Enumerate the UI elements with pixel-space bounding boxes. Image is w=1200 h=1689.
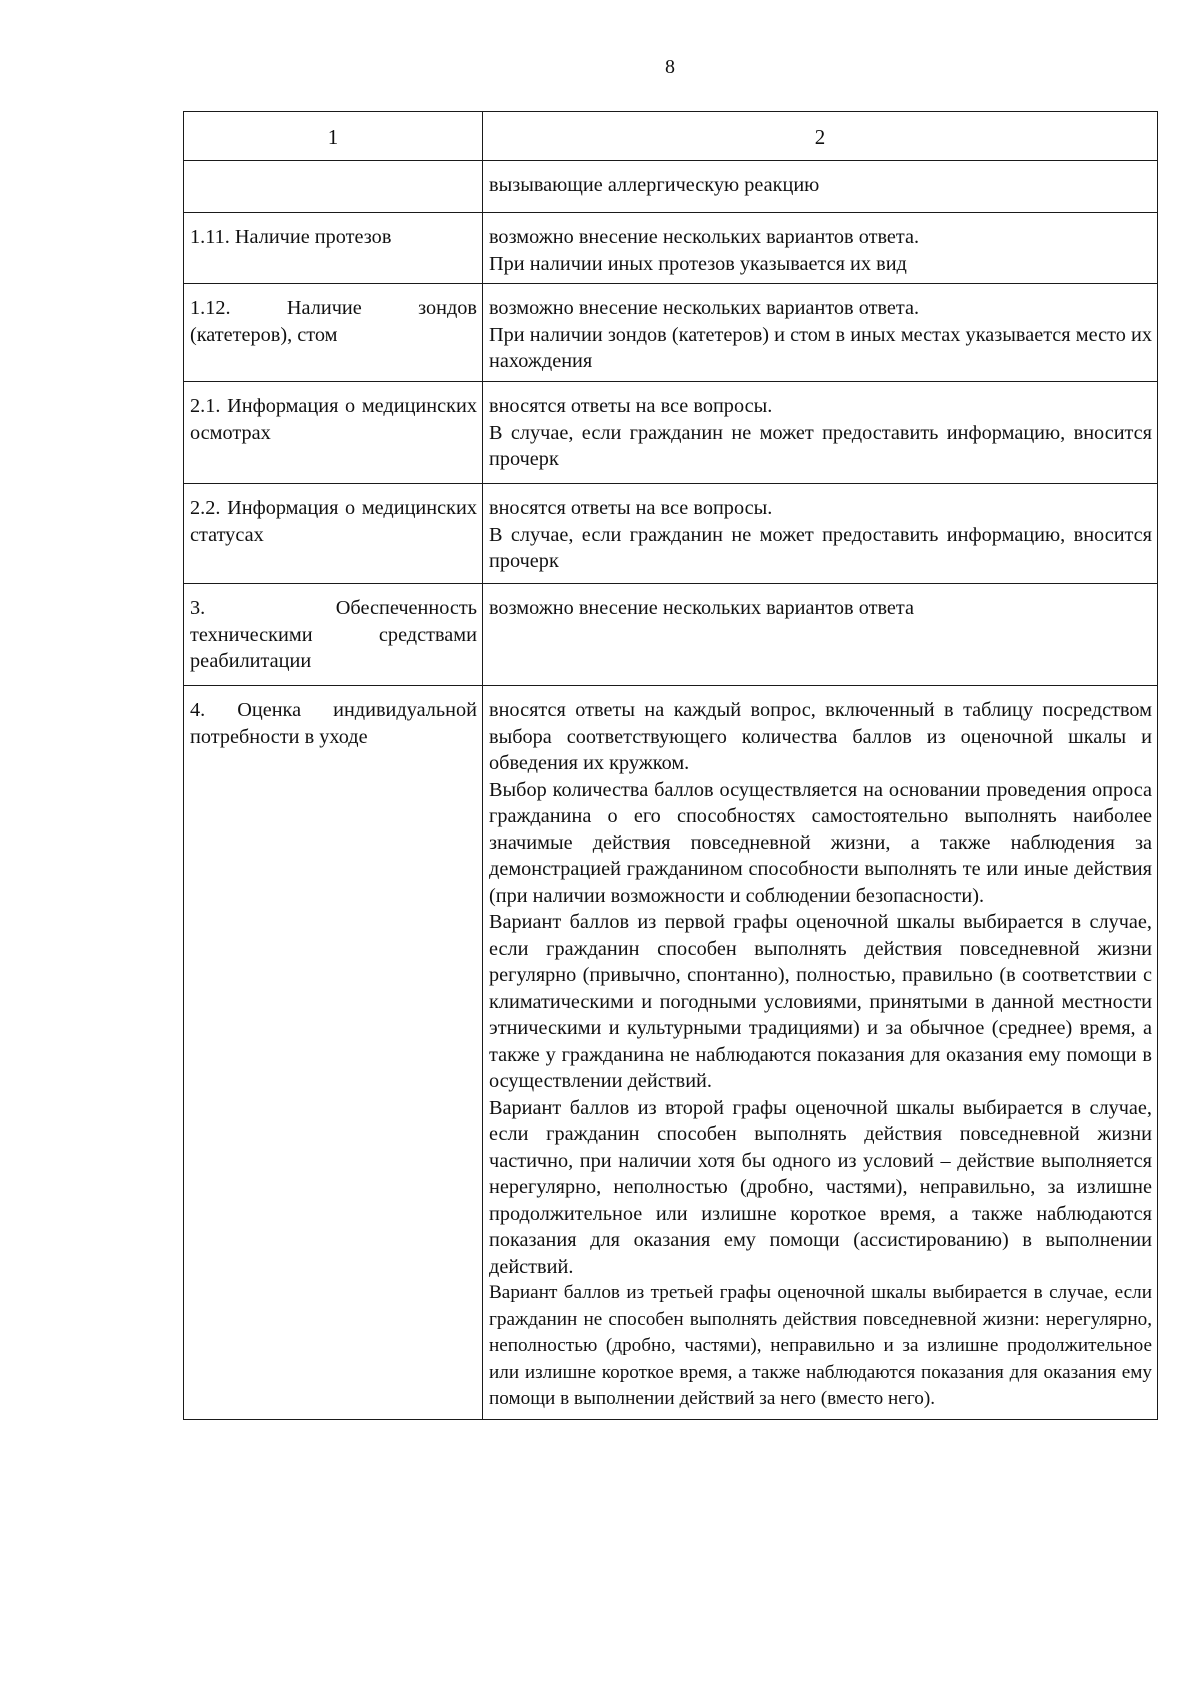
description-paragraph: Вариант баллов из третьей графы оценочной шкалы выбирается в случае, если гражданин не способен выполнять действия повседневной жизни: нерегулярно, неполностью (дробно, частями), неправильно и за излишне продолжительное или излишне короткое время, а также наблюдаются показания для оказания ему помощи в выполнении действий за него (вместо него). (489, 1282, 1152, 1409)
row-description (483, 382, 1158, 484)
description-paragraph: возможно внесение нескольких вариантов ответа. (489, 297, 920, 319)
table-row (184, 284, 1158, 382)
description-paragraph: В случае, если гражданин не может предоставить информацию, вносится прочерк (489, 523, 1152, 572)
description-paragraph: вызывающие аллергическую реакцию (489, 174, 820, 196)
description-paragraph: Вариант баллов из первой графы оценочной шкалы выбирается в случае, если гражданин способен выполнять действия повседневной жизни регулярно (привычно, спонтанно), полностью, правильно (в соответствии с климатическими и погодными условиями, принятыми в данной местности этническими и культурными традициями) и за обычное (среднее) время, а также у гражданина не наблюдаются показания для оказания ему помощи в осуществлении действий. (489, 911, 1152, 1092)
instructions-table (183, 111, 1158, 1420)
row-label: 1.11. Наличие протезов (184, 213, 483, 284)
row-label: 1.12. Наличие зондов (катетеров), стом (184, 284, 483, 382)
table-row (184, 686, 1158, 1420)
row-label: 4. Оценка индивидуальной потребности в уходе (184, 686, 483, 1420)
row-description (483, 284, 1158, 382)
row-label: 2.2. Информация о медицинских статусах (184, 484, 483, 584)
row-description (483, 213, 1158, 284)
row-description (483, 584, 1158, 686)
description-paragraph: При наличии зондов (катетеров) и стом в иных местах указывается место их нахождения (489, 323, 1152, 372)
table-row (184, 584, 1158, 686)
column-header-1: 1 (184, 112, 483, 161)
column-header-2: 2 (483, 112, 1158, 161)
page-number: 8 (665, 56, 675, 78)
table-row (184, 484, 1158, 584)
table-row (184, 161, 1158, 213)
description-paragraph: В случае, если гражданин не может предоставить информацию, вносится прочерк (489, 421, 1152, 470)
row-label (184, 161, 483, 213)
description-paragraph: вносятся ответы на все вопросы. (489, 395, 773, 417)
description-paragraph: При наличии иных протезов указывается их вид (489, 252, 907, 275)
table-row (184, 382, 1158, 484)
description-paragraph: вносятся ответы на все вопросы. (489, 497, 773, 519)
row-label: 3. Обеспеченность техническими средствами реабилитации (184, 584, 483, 686)
row-description (483, 484, 1158, 584)
table-row (184, 213, 1158, 284)
description-paragraph: Выбор количества баллов осуществляется на основании проведения опроса гражданина о его способностях самостоятельно выполнять наиболее значимые действия повседневной жизни, а также наблюдения за демонстрацией гражданином способности выполнять те или иные действия (при наличии возможности и соблюдении безопасности). (489, 778, 1152, 907)
row-description (483, 161, 1158, 213)
row-description (483, 686, 1158, 1420)
description-paragraph: вносятся ответы на каждый вопрос, включенный в таблицу посредством выбора соответствующего количества баллов из оценочной шкалы и обведения их кружком. (489, 699, 1152, 774)
row-label: 2.1. Информация о медицинских осмотрах (184, 382, 483, 484)
description-paragraph: возможно внесение нескольких вариантов ответа (489, 597, 915, 619)
table-header-row (184, 112, 1158, 161)
description-paragraph: возможно внесение нескольких вариантов ответа. (489, 226, 920, 248)
description-paragraph: Вариант баллов из второй графы оценочной шкалы выбирается в случае, если гражданин способен выполнять действия повседневной жизни частично, при наличии хотя бы одного из условий – действие выполняется нерегулярно, неполностью (дробно, частями), неправильно, за излишне продолжительное или излишне короткое время, а также наблюдаются показания для оказания ему помощи (ассистированию) в выполнении действий. (489, 1096, 1152, 1278)
